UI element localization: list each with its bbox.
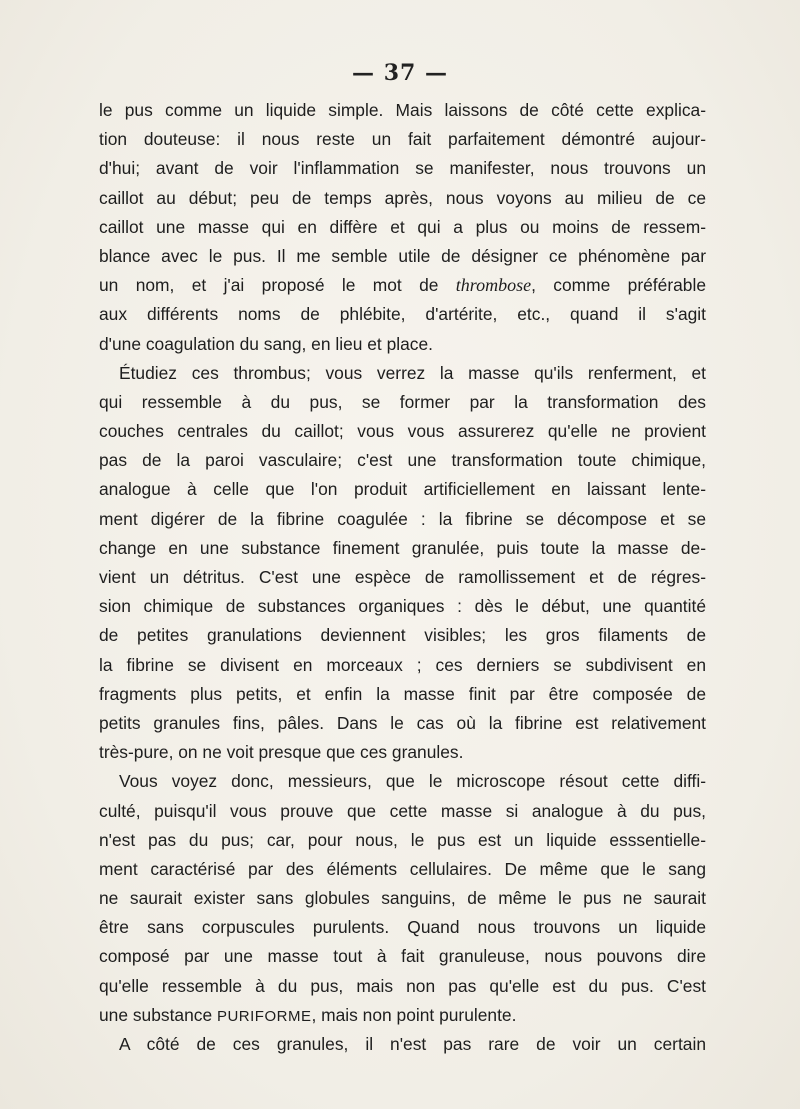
italic-term: thrombose <box>455 275 532 296</box>
text-line: change en une substance finement granulée, puis toute la masse de- <box>99 537 706 558</box>
text-line: couches centrales du caillot; vous vous assurerez qu'elle ne provient <box>99 421 706 442</box>
text-fragment: , mais non point purulente. <box>311 1004 517 1025</box>
text-line: de petites granulations deviennent visibles; les gros filaments de <box>99 625 706 646</box>
text-line: petits granules fins, pâles. Dans le cas où la fibrine est relativement <box>99 712 706 733</box>
text-line: la fibrine se divisent en morceaux ; ces derniers se subdivisent en <box>99 654 706 675</box>
text-line: ment digérer de la fibrine coagulée : la fibrine se décompose et se <box>99 508 706 529</box>
text-line: composé par une masse tout à fait granuleuse, nous pouvons dire <box>99 946 706 967</box>
text-line: très-pure, on ne voit presque que ces granules. <box>99 742 464 763</box>
text-line: qui ressemble à du pus, se former par la transformation des <box>99 391 706 412</box>
text-line: vient un détritus. C'est une espèce de ramollissement et de régres- <box>99 567 706 587</box>
paragraph-start: Vous voyez donc, messieurs, que le microscope résout cette diffi- <box>119 771 706 792</box>
page-number: — 37 — <box>352 60 448 86</box>
text-line: n'est pas du pus; car, pour nous, le pus est un liquide esssentielle- <box>99 829 706 850</box>
text-line <box>99 1001 706 1030</box>
text-line: culté, puisqu'il vous prouve que cette masse si analogue à du pus, <box>99 800 706 821</box>
small-caps-term: PURIFORME <box>216 1007 312 1025</box>
paragraph-start: A côté de ces granules, il n'est pas rare de voir un certain <box>119 1034 706 1054</box>
text-fragment: , comme préférable <box>531 275 706 296</box>
text-fragment: une substance <box>99 1004 213 1025</box>
text-line: le pus comme un liquide simple. Mais laissons de côté cette explica- <box>99 100 706 120</box>
text-line: aux différents noms de phlébite, d'artérite, etc., quand il s'agit <box>99 304 706 325</box>
text-line: caillot au début; peu de temps après, nous voyons au milieu de ce <box>99 187 706 208</box>
text-line: être sans corpuscules purulents. Quand nous trouvons un liquide <box>99 917 706 938</box>
text-line <box>99 271 706 300</box>
text-line: pas de la paroi vasculaire; c'est une transformation toute chimique, <box>99 450 706 471</box>
text-line: ment caractérisé par des éléments cellulaires. De même que le sang <box>99 858 706 879</box>
text-line: d'hui; avant de voir l'inflammation se manifester, nous trouvons un <box>99 158 706 179</box>
text-line: fragments plus petits, et enfin la masse finit par être composée de <box>99 683 706 704</box>
body-text <box>99 96 706 1059</box>
text-line: ne saurait exister sans globules sanguins, de même le pus ne saurait <box>99 888 706 909</box>
text-line: sion chimique de substances organiques : dès le début, une quantité <box>99 596 706 617</box>
text-line: blance avec le pus. Il me semble utile de désigner ce phénomène par <box>99 245 706 266</box>
text-fragment: un nom, et j'ai proposé le mot de <box>99 275 439 296</box>
paragraph-start: Étudiez ces thrombus; vous verrez la masse qu'ils renferment, et <box>119 362 706 383</box>
text-line: caillot une masse qui en diffère et qui a plus ou moins de ressem- <box>99 216 706 237</box>
text-line: tion douteuse: il nous reste un fait parfaitement démontré aujour- <box>99 129 706 150</box>
text-line: analogue à celle que l'on produit artificiellement en laissant lente- <box>99 479 706 500</box>
text-line: d'une coagulation du sang, en lieu et place. <box>99 333 433 354</box>
text-line: qu'elle ressemble à du pus, mais non pas qu'elle est du pus. C'est <box>99 975 706 996</box>
